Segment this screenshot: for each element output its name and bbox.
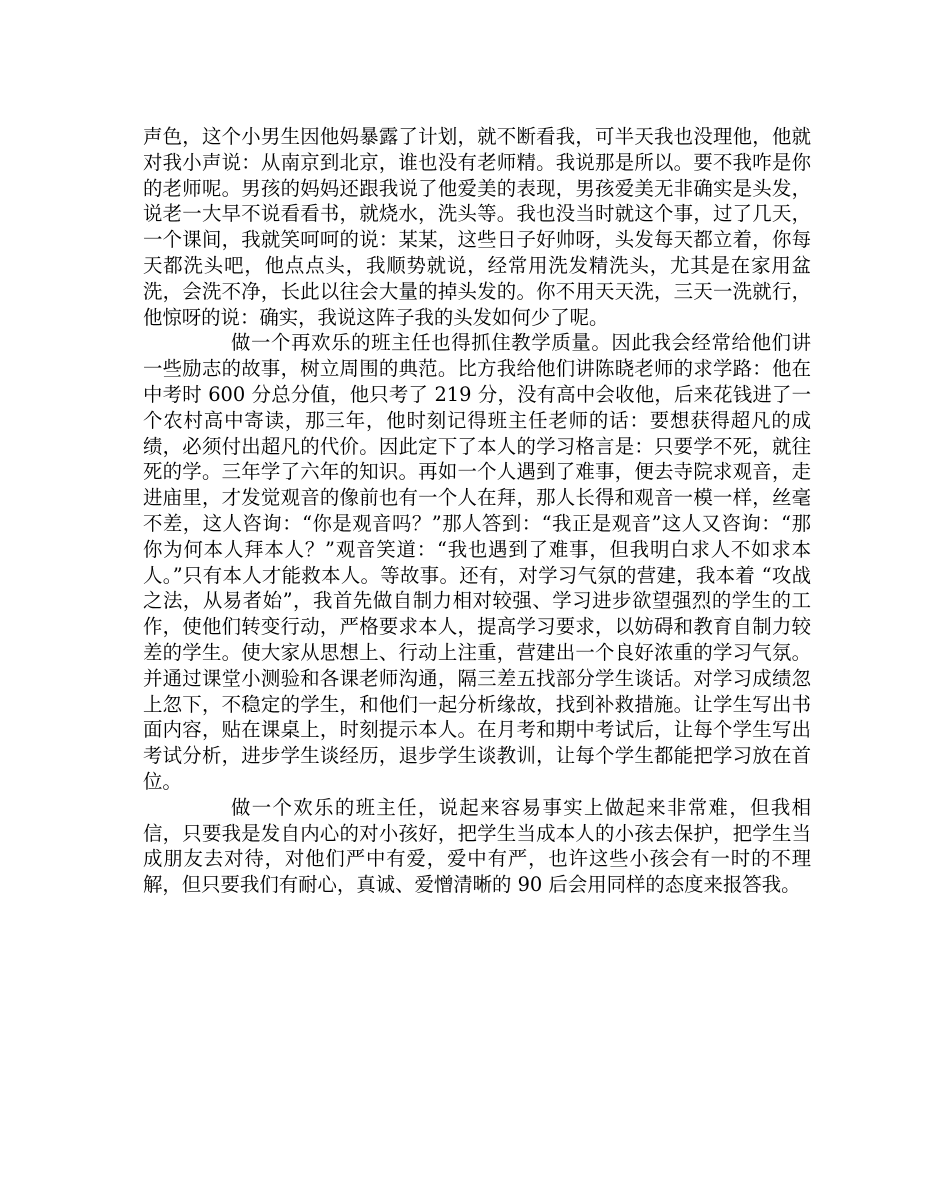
paragraph-1: 声色，这个小男生因他妈暴露了计划，就不断看我，可半天我也没理他，他就对我小声说：从南京到北京，谁也没有老师精。我说那是所以。要不我咋是你的老师呢。男孩的妈妈还跟我说了他爱美的表现，男孩爱美无非确实是头发，说老一大早不说看看书，就烧水，洗头等。我也没当时就这个事，过了几天，一个课间，我就笑呵呵的说：某某，这些日子好帅呀，头发每天都立着，你每天都洗头吧，他点点头，我顺势就说，经常用洗发精洗头，尤其是在家用盆洗，会洗不净，长此以往会大量的掉头发的。你不用天天洗，三天一洗就行，他惊呀的说：确实，我说这阵子我的头发如何少了呢。: [143, 125, 811, 329]
document-body: [143, 124, 811, 898]
paragraph-3: 做一个欢乐的班主任，说起来容易事实上做起来非常难，但我相信，只要我是发自内心的对小孩好，把学生当成本人的小孩去保护，把学生当成朋友去对待，对他们严中有爱，爱中有严，也许这些小孩会有一时的不理解，但只要我们有耐心，真诚、爱憎清晰的 90 后会用同样的态度来报答我。: [143, 795, 811, 897]
paragraph-2: 做一个再欢乐的班主任也得抓住教学质量。因此我会经常给他们讲一些励志的故事，树立周围的典范。比方我给他们讲陈晓老师的求学路：他在中考时 600 分总分值，他只考了 219 分，没有高中会收他，后来花钱进了一个农村高中寄读，那三年，他时刻记得班主任老师的话：要想获得超凡的成绩，必须付出超凡的代价。因此定下了本人的学习格言是：只要学不死，就往死的学。三年学了六年的知识。再如一个人遇到了难事，便去寺院求观音，走进庙里，才发觉观音的像前也有一个人在拜，那人长得和观音一模一样，丝毫不差，这人咨询：“你是观音吗？”那人答到：“我正是观音”这人又咨询：“那你为何本人拜本人？”观音笑道：“我也遇到了难事，但我明白求人不如求本人。”只有本人才能救本人。等故事。还有，对学习气氛的营建，我本着 “攻战之法，从易者始”，我首先做自制力相对较强、学习进步欲望强烈的学生的工作，使他们转变行动，严格要求本人，提高学习要求，以妨碍和教育自制力较差的学生。使大家从思想上、行动上注重，营建出一个良好浓重的学习气氛。并通过课堂小测验和各课老师沟通，隔三差五找部分学生谈话。对学习成绩忽上忽下，不稳定的学生，和他们一起分析缘故，找到补救措施。让学生写出书面内容，贴在课桌上，时刻提示本人。在月考和期中考试后，让每个学生写出考试分析，进步学生谈经历，退步学生谈教训，让每个学生都能把学习放在首位。: [143, 331, 811, 793]
